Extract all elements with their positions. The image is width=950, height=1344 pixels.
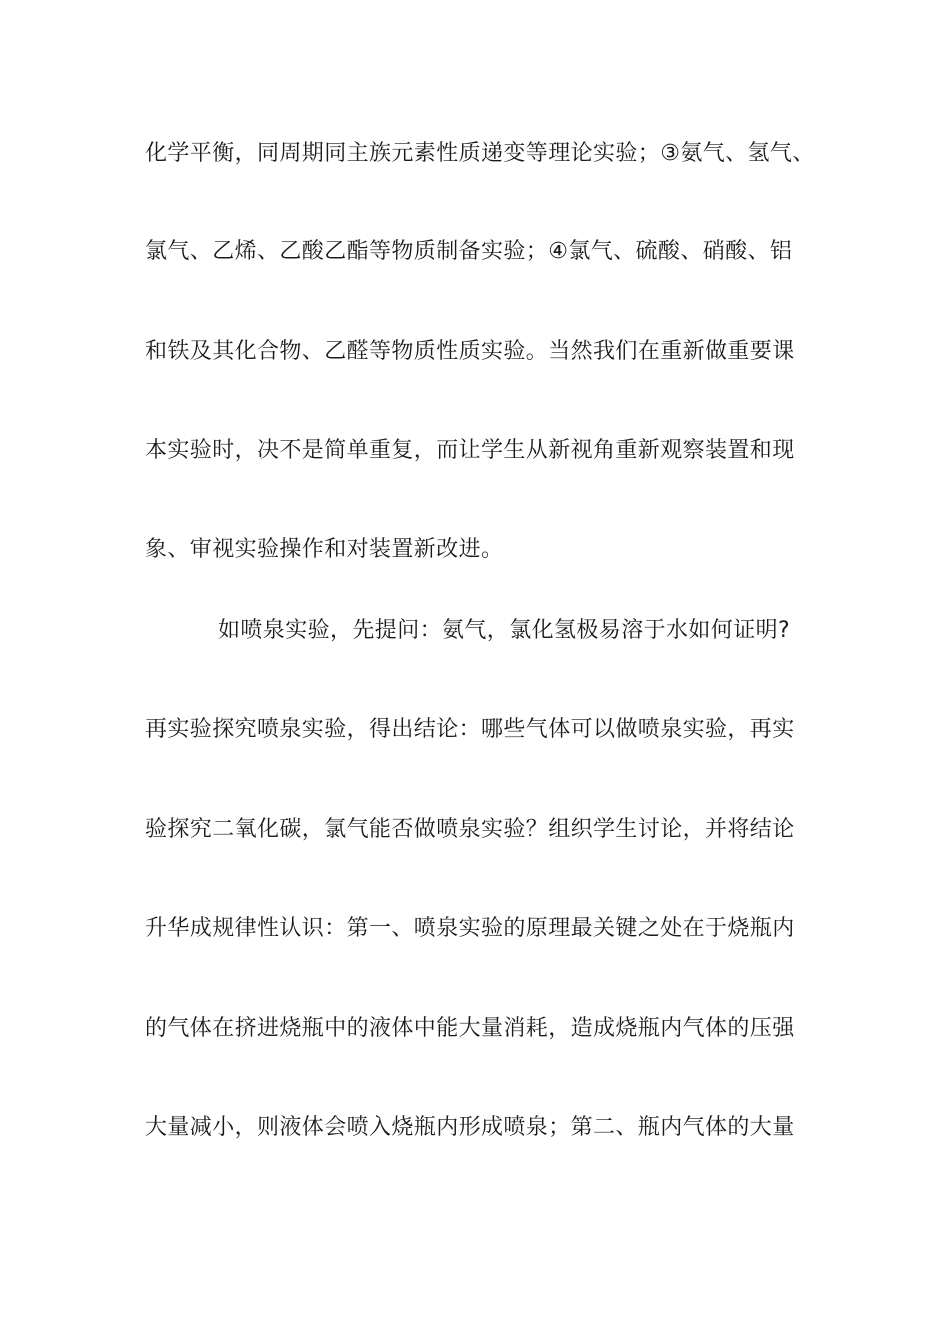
text-line-2: 氯气、乙烯、乙酸乙酯等物质制备实验；④氯气、硫酸、硝酸、铝 [145, 239, 793, 264]
text-line-8: 验探究二氧化碳，氯气能否做喷泉实验？组织学生讨论，并将结论 [145, 817, 795, 842]
text-line-5: 象、审视实验操作和对装置新改进。 [145, 537, 504, 562]
text-line-11: 大量减小，则液体会喷入烧瓶内形成喷泉；第二、瓶内气体的大量 [145, 1115, 795, 1140]
text-line-10: 的气体在挤进烧瓶中的液体中能大量消耗，造成烧瓶内气体的压强 [145, 1016, 795, 1041]
paragraph-start-line: 如喷泉实验，先提问：氨气，氯化氢极易溶于水如何证明? [218, 618, 791, 643]
text-line-4: 本实验时，决不是简单重复，而让学生从新视角重新观察装置和现 [145, 438, 795, 463]
text-line-7: 再实验探究喷泉实验，得出结论：哪些气体可以做喷泉实验，再实 [145, 717, 795, 742]
text-line-9: 升华成规律性认识：第一、喷泉实验的原理最关键之处在于烧瓶内 [145, 916, 795, 941]
text-line-3: 和铁及其化合物、乙醛等物质性质实验。当然我们在重新做重要课 [145, 339, 795, 364]
text-line-1: 化学平衡，同周期同主族元素性质递变等理论实验；③氨气、氢气、 [145, 141, 815, 166]
